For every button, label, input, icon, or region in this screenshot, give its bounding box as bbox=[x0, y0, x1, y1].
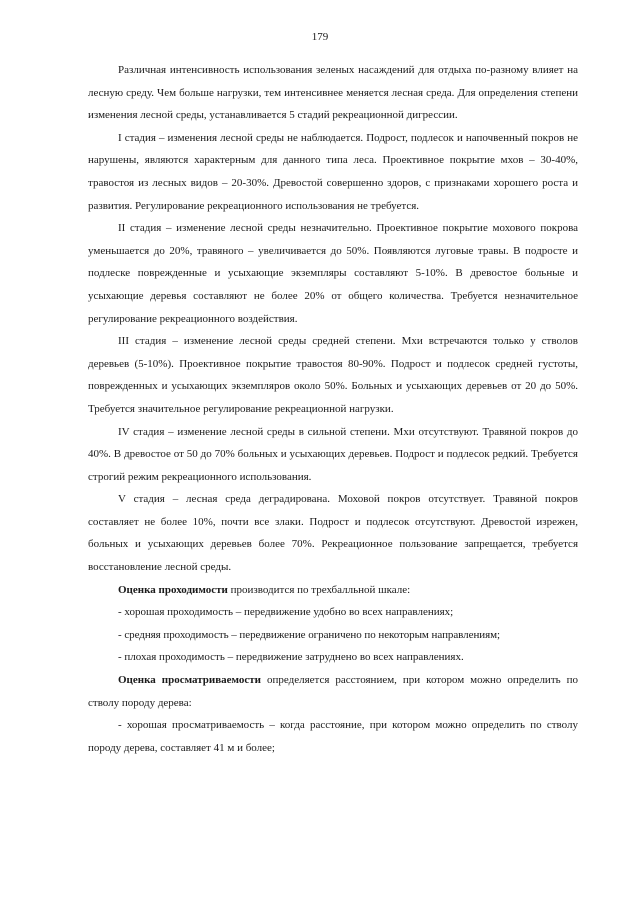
list-item-passability-poor: - плохая проходимость – передвижение затруднено во всех направлениях. bbox=[118, 651, 464, 664]
paragraph-stage-3: III стадия – изменение лесной среды средней степени. Мхи встречаются только у стволов деревьев (5-10%). Проективное покрытие травостоя 80-90%. Подрост и подлесок средней густоты, поврежденных и усыхающих экземпляров около 50%. Больных и усыхающих деревьев от 20 до 50%. Требуется значительное регулирование рекреационной нагрузки. bbox=[88, 335, 578, 415]
paragraph-stage-1: I стадия – изменения лесной среды не наблюдается. Подрост, подлесок и напочвенный покров не нарушены, являются характерным для данного типа леса. Проективное покрытие мхов – 30-40%, травостоя из лесных видов – 20-30%. Древостой совершенно здоров, с признаками хорошего роста и развития. Регулирование рекреационного использования не требуется. bbox=[88, 131, 578, 212]
paragraph-intro: Различная интенсивность использования зеленых насаждений для отдыха по-разному влияет на лесную среду. Чем больше нагрузки, тем интенсивнее меняется лесная среда. Для определения степени изменения лесной среды, устанавливается 5 стадий рекреационной дигрессии. bbox=[88, 64, 578, 122]
list-item-passability-good: - хорошая проходимость – передвижение удобно во всех направлениях; bbox=[118, 606, 454, 619]
page-number: 179 bbox=[311, 31, 329, 43]
visibility-text: определяется расстоянием, при котором можно определить по стволу породу дерева: bbox=[88, 674, 579, 709]
list-item-visibility-good: - хорошая просматриваемость – когда расстояние, при котором можно определить по стволу породу дерева, составляет 41 м и более; bbox=[88, 719, 578, 754]
passability-text: производится по трехбалльной шкале: bbox=[227, 583, 411, 596]
passability-heading: Оценка проходимости bbox=[118, 583, 228, 596]
page-body bbox=[88, 59, 578, 759]
paragraph-visibility bbox=[88, 669, 578, 714]
paragraph-stage-5: V стадия – лесная среда деградирована. Моховой покров отсутствует. Травяной покров составляет не более 10%, почти все злаки. Подрост и подлесок отсутствуют. Древостой изрежен, больных и усыхающих деревьев более 70%. Рекреационное пользование запрещается, требуется восстановление лесной среды. bbox=[88, 493, 578, 574]
list-item-passability-medium: - средняя проходимость – передвижение ограничено по некоторым направлениям; bbox=[118, 628, 501, 641]
paragraph-stage-2: II стадия – изменение лесной среды незначительно. Проективное покрытие мохового покрова уменьшается до 20%, травяного – увеличивается до 50%. Появляются луговые травы. В подросте и подлеске поврежденные и усыхающие экземпляры составляют 5-10%. В древостое больные и усыхающие деревья составляют не более 20% от общего количества. Требуется незначительное регулирование рекреационного воздействия. bbox=[88, 222, 578, 325]
paragraph-stage-4: IV стадия – изменение лесной среды в сильной степени. Мхи отсутствуют. Травяной покров до 40%. В древостое от 50 до 70% больных и усыхающих деревьев. Подрост и подлесок редкий. Требуется строгий режим рекреационного использования. bbox=[88, 425, 578, 483]
visibility-heading: Оценка просматриваемости bbox=[118, 674, 262, 687]
paragraph-passability bbox=[88, 579, 578, 602]
